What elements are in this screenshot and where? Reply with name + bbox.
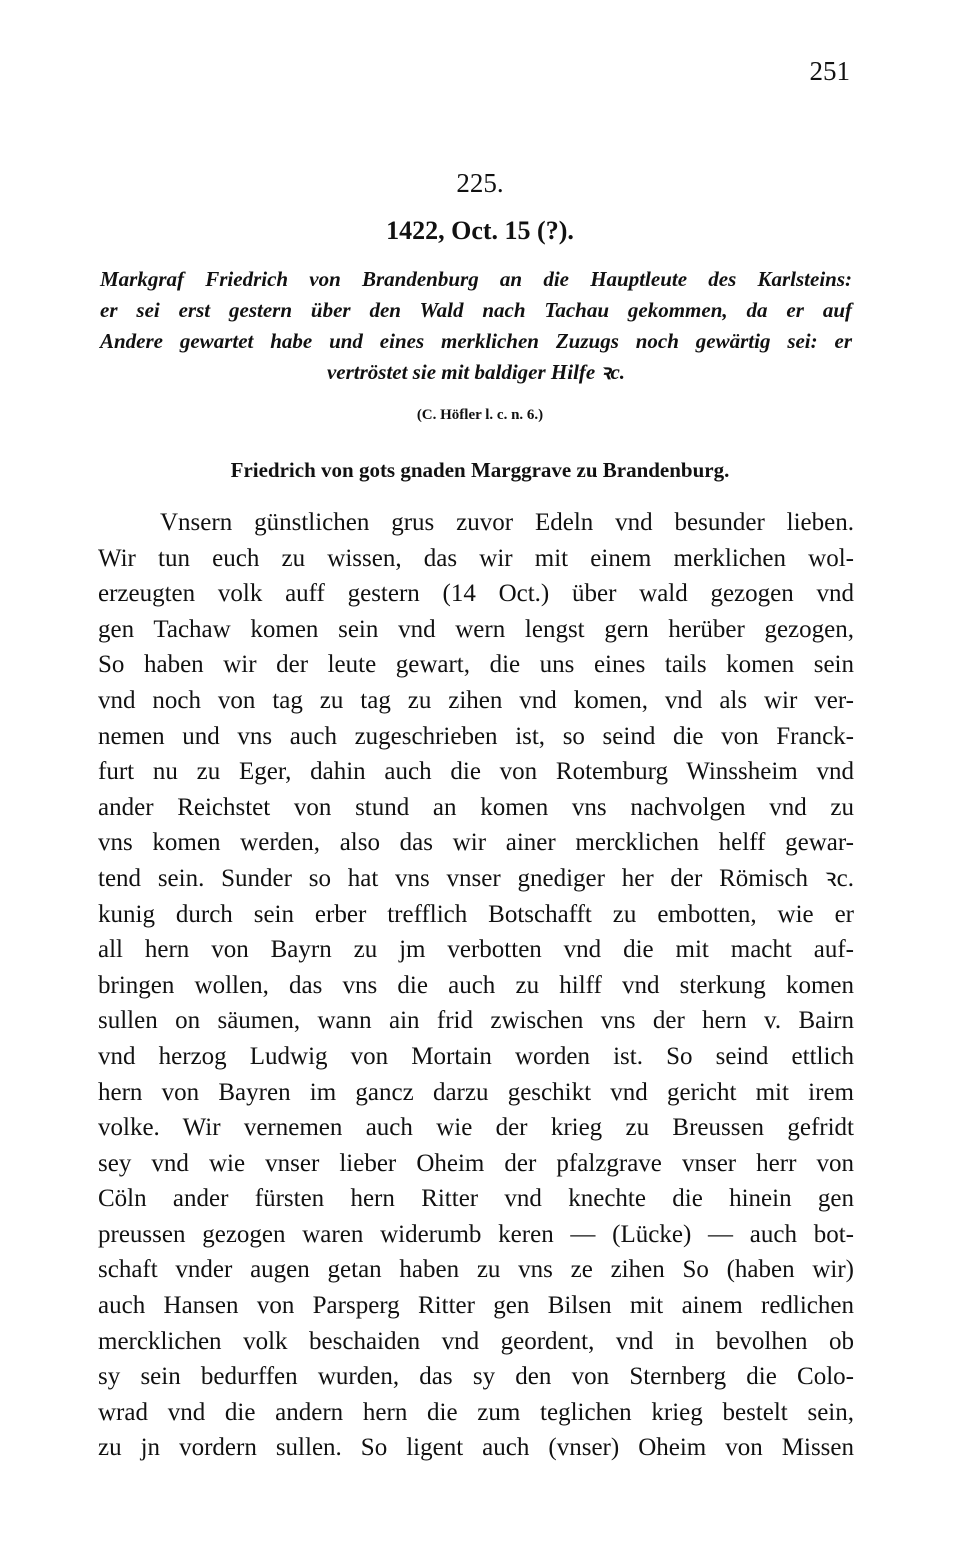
letter-body bbox=[98, 505, 854, 1466]
body-line: sullen on säumen, wann ain frid zwischen vns der hern v. Bairn bbox=[98, 1007, 854, 1035]
summary-line: vertröstet sie mit baldiger Hilfe ꝛc. bbox=[326, 360, 626, 384]
body-line: sey vnd wie vnser lieber Oheim der pfalzgrave vnser herr von bbox=[98, 1149, 854, 1177]
body-line: auch Hansen von Parsperg Ritter gen Bilsen mit ainem redlichen bbox=[98, 1292, 854, 1320]
page-number: 251 bbox=[809, 56, 850, 86]
body-line: tend sein. Sunder so hat vns vnser gnediger her der Römisch ꝛc. bbox=[98, 864, 854, 892]
body-line: gen Tachaw komen sein vnd wern lengst gern herüber gezogen, bbox=[98, 615, 854, 643]
source-citation: (C. Höfler l. c. n. 6.) bbox=[416, 407, 544, 423]
body-line: bringen wollen, das vns die auch zu hilff vnd sterkung komen bbox=[98, 971, 854, 999]
body-line: Cöln ander fürsten hern Ritter vnd knechte die hinein gen bbox=[98, 1185, 854, 1213]
letter-sender: Friedrich von gots gnaden Marggrave zu Brandenburg. bbox=[230, 458, 730, 482]
body-line: ander Reichstet von stund an komen vns nachvolgen vnd zu bbox=[98, 793, 854, 821]
body-line: sy sein bedurffen wurden, das sy den von Sternberg die Colo- bbox=[98, 1363, 854, 1391]
body-line: zu jn vordern sullen. So ligent auch (vnser) Oheim von Missen bbox=[98, 1434, 854, 1462]
summary-line: er sei erst gestern über den Wald nach Tachau gekommen, da er auf bbox=[100, 298, 852, 322]
body-line: Wir tun euch zu wissen, das wir mit einem merklichen wol- bbox=[98, 544, 854, 572]
body-line: hern von Bayren im gancz darzu geschikt vnd gericht mit irem bbox=[98, 1078, 854, 1106]
body-line: preussen gezogen waren widerumb keren — (Lücke) — auch bot- bbox=[98, 1220, 854, 1248]
body-line: schaft vnder augen getan haben zu vns ze zihen So (haben wir) bbox=[98, 1256, 854, 1284]
body-line: So haben wir der leute gewart, die uns eines tails komen sein bbox=[98, 651, 854, 679]
summary-line: Markgraf Friedrich von Brandenburg an die Hauptleute des Karlsteins: bbox=[100, 267, 852, 291]
body-line: Vnsern günstlichen grus zuvor Edeln vnd besunder lieben. bbox=[160, 509, 854, 536]
summary-line: Andere gewartet habe und eines merklichen Zuzugs noch gewärtig sei: er bbox=[100, 329, 852, 353]
body-line: all hern von Bayrn zu jm verbotten vnd die mit macht auf- bbox=[98, 936, 854, 964]
body-line: wrad vnd die andern hern die zum teglichen krieg bestelt sein, bbox=[98, 1398, 854, 1426]
body-line: volke. Wir vernemen auch wie der krieg zu Breussen gefridt bbox=[98, 1114, 854, 1142]
body-line: vnd herzog Ludwig von Mortain worden ist. So seind ettlich bbox=[98, 1042, 854, 1070]
document-summary bbox=[100, 264, 852, 388]
document-number: 225. bbox=[456, 168, 504, 198]
body-line: vnd noch von tag zu tag zu zihen vnd komen, vnd als wir ver- bbox=[98, 686, 854, 714]
body-line: erzeugten volk auff gestern (14 Oct.) über wald gezogen vnd bbox=[98, 580, 854, 608]
body-line: mercklichen volk beschaiden vnd geordent, vnd in bevolhen ob bbox=[98, 1327, 854, 1355]
body-line: nemen und vns auch zugeschrieben ist, so seind die von Franck- bbox=[98, 722, 854, 750]
body-line: kunig durch sein erber trefflich Botschafft zu embotten, wie er bbox=[98, 900, 854, 928]
body-line: furt nu zu Eger, dahin auch die von Rotemburg Winssheim vnd bbox=[98, 758, 854, 786]
document-date: 1422, Oct. 15 (?). bbox=[386, 216, 574, 245]
body-line: vns komen werden, also das wir ainer mercklichen helff gewar- bbox=[98, 829, 854, 857]
